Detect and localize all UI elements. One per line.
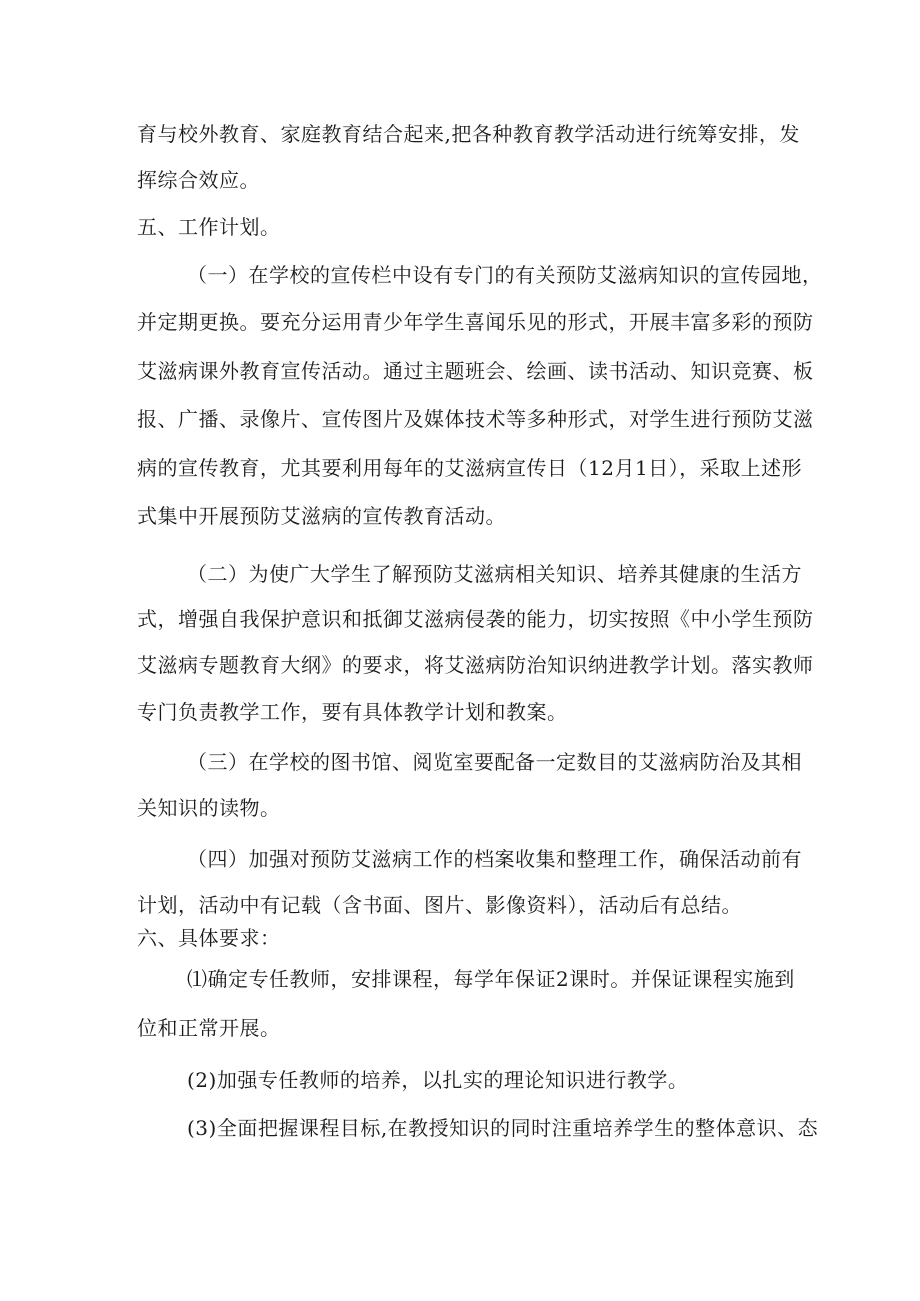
text-line: 式集中开展预防艾滋病的宣传教育活动。 — [137, 504, 506, 528]
text-line: （三）在学校的图书馆、阅览室要配备一定数目的艾滋病防治及其相 — [187, 750, 802, 774]
text-line: 艾滋病专题教育大纲》的要求，将艾滋病防治知识纳进教学计划。落实教师 — [137, 653, 814, 677]
text-line: ⑴确定专任教师，安排课程，每学年保证2课时。并保证课程实施到 — [187, 967, 795, 991]
text-line: 计划，活动中有记载（含书面、图片、影像资料），活动后有总结。 — [137, 893, 742, 917]
text-line: (3)全面把握课程目标,在教授知识的同时注重培养学生的整体意识、态 — [187, 1116, 819, 1140]
text-line: 育与校外教育、家庭教育结合起来,把各种教育教学活动进行统筹安排，发 — [137, 122, 800, 146]
text-line: 挥综合效应。 — [137, 168, 260, 192]
text-line: 艾滋病课外教育宣传活动。通过主题班会、绘画、读书活动、知识竞赛、板 — [137, 359, 814, 383]
text-line: （二）为使广大学生了解预防艾滋病相关知识、培养其健康的生活方 — [187, 562, 802, 586]
text-line: （一）在学校的宣传栏中设有专门的有关预防艾滋病知识的宣传园地， — [187, 263, 823, 287]
section-heading: 五、工作计划。 — [137, 215, 281, 239]
text-line: 关知识的读物。 — [137, 796, 281, 820]
text-line: （四）加强对预防艾滋病工作的档案收集和整理工作，确保活动前有 — [187, 847, 802, 871]
section-heading: 六、具体要求： — [137, 926, 281, 950]
text-line: 位和正常开展。 — [137, 1016, 281, 1040]
text-line: 专门负责教学工作，要有具体教学计划和教案。 — [137, 700, 568, 724]
text-line: (2)加强专任教师的培养，以扎实的理论知识进行教学。 — [187, 1068, 689, 1092]
text-line: 并定期更换。要充分运用青少年学生喜闻乐见的形式，开展丰富多彩的预防 — [137, 310, 814, 334]
text-line: 式，增强自我保护意识和抵御艾滋病侵袭的能力，切实按照《中小学生预防 — [137, 607, 814, 631]
text-line: 报、广播、录像片、宣传图片及媒体技术等多种形式，对学生进行预防艾滋 — [137, 407, 814, 431]
text-line: 病的宣传教育，尤其要利用每年的艾滋病宣传日（12月1日），采取上述形 — [137, 456, 803, 480]
